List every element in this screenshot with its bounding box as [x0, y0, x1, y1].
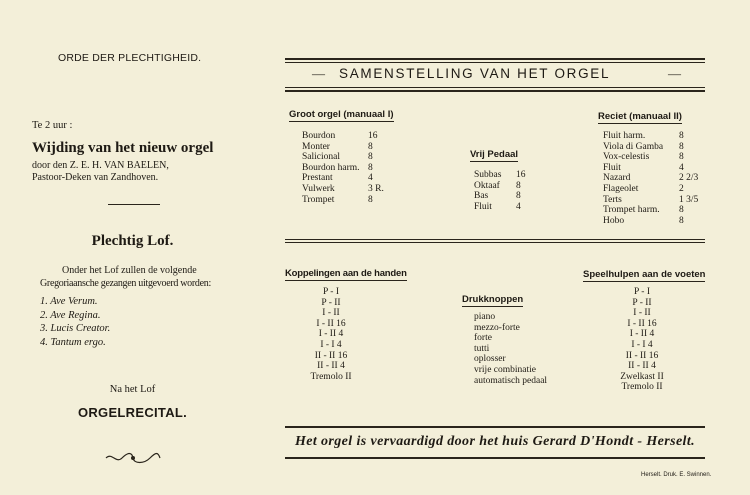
stop-name: Trompet	[302, 194, 335, 205]
stop-value: 3 R.	[368, 183, 384, 194]
koppelingen-title: Koppelingen aan de handen	[285, 268, 407, 279]
short-divider	[108, 204, 160, 205]
piston-item: mezzo-forte	[474, 322, 520, 333]
toe-aid-item: I - II	[633, 308, 651, 319]
groot-orgel-title: Groot orgel (manuaal I)	[289, 109, 394, 120]
after-lof: Na het Lof	[109, 384, 156, 395]
toe-aid-item: Zwelkast II	[620, 371, 664, 382]
toe-aid-item: I - II 4	[629, 329, 655, 340]
stop-name: Fluit	[603, 162, 621, 173]
drukknoppen-title: Drukknoppen	[462, 294, 524, 305]
title-dash-left: —	[312, 66, 325, 81]
stop-name: Fluit harm.	[603, 131, 646, 141]
koppelingen-list	[306, 287, 356, 382]
recital-title: ORGELRECITAL.	[77, 405, 188, 420]
stop-value: 16	[516, 170, 526, 180]
stop-value: 1 3/5	[679, 194, 699, 205]
stop-value: 8	[516, 180, 521, 191]
stop-name: Vulwerk	[302, 183, 335, 194]
coupler-item: I - II 16	[316, 318, 346, 329]
toe-aid-item: II - II 4	[628, 361, 656, 372]
stop-value: 8	[679, 152, 684, 163]
stop-value: 8	[679, 141, 684, 152]
builder-line: Het orgel is vervaardigd door het huis Gerard D'Hondt - Herselt.	[294, 434, 696, 449]
blessing-role: Pastoor-Deken van Zandhoven.	[32, 172, 159, 183]
stop-value: 8	[368, 162, 373, 173]
coupler-item: P - II	[321, 297, 341, 308]
toe-aid-item: Tremolo II	[621, 382, 663, 393]
coupler-item: I - I 4	[320, 339, 342, 350]
coupler-item: II - II 4	[317, 361, 345, 372]
stop-name: Salicional	[302, 152, 340, 163]
drukknoppen-list	[474, 312, 547, 386]
blessing-title: Wijding van het nieuw orgel	[32, 140, 214, 156]
stop-value: 8	[368, 152, 373, 163]
bottom-rule-top	[285, 426, 705, 428]
toe-aid-item: I - I 4	[631, 339, 653, 350]
stop-value: 4	[516, 201, 521, 212]
pedaal-title: Vrij Pedaal	[470, 149, 519, 160]
printer-credit: Herselt. Druk. E. Swinnen.	[641, 472, 712, 478]
toe-aid-item: P - I	[633, 287, 650, 297]
title-rule	[285, 90, 705, 92]
top-rule	[285, 58, 705, 60]
blessing-by: door den Z. E. H. VAN BAELEN,	[32, 160, 169, 171]
reciet-title: Reciet (manuaal II)	[598, 111, 682, 122]
stop-name: Flageolet	[603, 183, 639, 194]
chant-list	[40, 295, 110, 349]
speelhulpen-list	[614, 287, 670, 393]
start-time: Te 2 uur :	[32, 120, 73, 131]
groot-orgel-stops	[302, 131, 398, 205]
stop-value: 8	[516, 191, 521, 202]
stop-name: Monter	[302, 141, 330, 152]
stop-name: Terts	[603, 194, 622, 205]
stop-value: 8	[679, 131, 684, 141]
toe-aid-item: II - II 16	[625, 350, 659, 361]
stop-value: 8	[368, 141, 373, 152]
coupler-item: P - I	[322, 287, 339, 297]
piston-item: forte	[474, 333, 492, 344]
piston-item: piano	[474, 312, 496, 322]
bottom-rule	[285, 457, 705, 459]
stop-value: 8	[368, 194, 373, 205]
stop-name: Bas	[474, 191, 489, 202]
coupler-item: I - II 4	[318, 329, 344, 340]
piston-item: vrije combinatie	[474, 364, 536, 375]
stop-name: Bourdon harm.	[302, 162, 360, 173]
lof-intro-line-2: Gregoriaansche gezangen uitgevoerd worden:	[40, 278, 211, 289]
stop-value: 2	[679, 183, 684, 194]
order-heading: ORDE DER PLECHTIGHEID.	[58, 52, 202, 64]
chant-item: 4. Tantum ergo.	[40, 336, 106, 348]
toe-aid-item: I - II 16	[627, 318, 657, 329]
stop-name: Subbas	[474, 170, 502, 180]
stop-value: 4	[679, 162, 684, 173]
piston-item: automatisch pedaal	[474, 375, 548, 386]
title-rule-thin	[285, 87, 705, 88]
toe-aid-item: P - II	[632, 297, 652, 308]
coupler-item: I - II	[322, 308, 340, 319]
stop-name: Hobo	[603, 215, 625, 226]
stop-name: Nazard	[603, 173, 631, 184]
reciet-stops	[603, 131, 705, 226]
pedaal-stops	[474, 170, 540, 212]
speelhulpen-title: Speelhulpen aan de voeten	[583, 269, 706, 280]
stop-value: 4	[368, 173, 373, 184]
top-rule-thin	[285, 62, 705, 63]
ornament-icon	[104, 451, 162, 469]
middle-rule	[285, 239, 705, 240]
stop-value: 8	[679, 215, 684, 226]
coupler-item: II - II 16	[314, 350, 348, 361]
lof-intro-line-1: Onder het Lof zullen de volgende	[62, 265, 197, 276]
stop-value: 2 2/3	[679, 173, 699, 184]
stop-name: Oktaaf	[474, 180, 500, 191]
piston-item: tutti	[474, 343, 490, 354]
organ-title: SAMENSTELLING VAN HET ORGEL	[339, 66, 611, 81]
stop-value: 8	[679, 205, 684, 216]
coupler-item: Tremolo II	[310, 371, 352, 382]
chant-item: 1. Ave Verum.	[40, 296, 98, 307]
stop-value: 16	[368, 131, 378, 141]
chant-item: 3. Lucis Creator.	[40, 323, 111, 334]
stop-name: Prestant	[302, 173, 333, 184]
title-dash-right: —	[668, 66, 681, 81]
lof-title: Plechtig Lof.	[91, 233, 174, 249]
middle-rule-thin	[285, 242, 705, 243]
stop-name: Trompet harm.	[603, 205, 660, 216]
chant-item: 2. Ave Regina.	[40, 309, 101, 321]
piston-item: oplosser	[474, 354, 506, 365]
stop-name: Bourdon	[302, 131, 336, 141]
stop-name: Viola di Gamba	[603, 141, 664, 152]
stop-name: Vox-celestis	[603, 152, 650, 163]
stop-name: Fluit	[474, 201, 492, 212]
